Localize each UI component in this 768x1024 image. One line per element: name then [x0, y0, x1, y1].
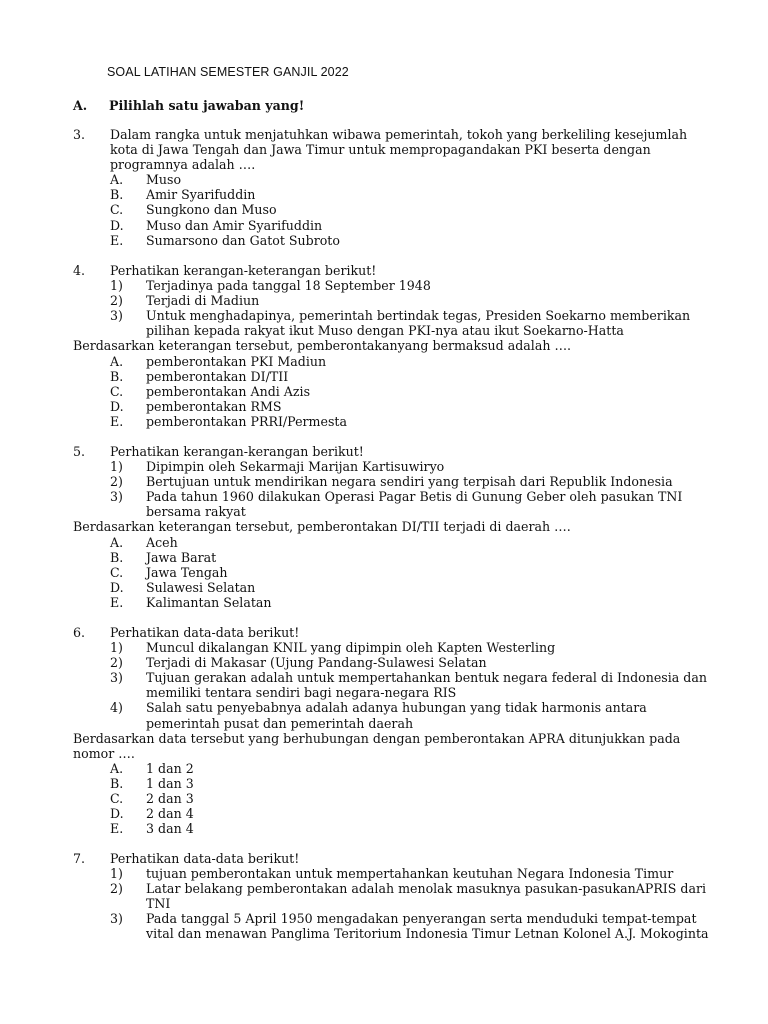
option-text: pemberontakan RMS — [146, 398, 282, 414]
option-text: Aceh — [146, 534, 178, 550]
option-letter: C. — [110, 564, 124, 580]
option-letter: C. — [110, 202, 124, 218]
question-stem-row — [73, 263, 713, 278]
answer-option — [73, 218, 713, 233]
section-number: A. — [73, 98, 88, 113]
option-letter: E. — [110, 594, 124, 610]
question-stem: Perhatikan kerangan-kerangan berikut! — [110, 444, 364, 459]
statement-number: 1) — [110, 459, 123, 475]
statement-item — [73, 308, 713, 338]
option-letter: C. — [110, 791, 124, 807]
question-prompt: Berdasarkan keterangan tersebut, pemberontakan DI/TII terjadi di daerah …. — [73, 519, 571, 535]
answer-option — [73, 761, 713, 776]
statement-item — [73, 670, 713, 700]
option-text: 1 dan 3 — [146, 775, 194, 791]
question-number: 3. — [73, 127, 86, 142]
option-letter: E. — [110, 232, 124, 248]
question-block — [73, 625, 713, 836]
answer-option — [73, 399, 713, 414]
option-text: 3 dan 4 — [146, 821, 194, 837]
question-prompt-row — [36, 338, 713, 353]
statement-text: Terjadinya pada tanggal 18 September 1948 — [146, 278, 431, 294]
statement-number: 1) — [110, 866, 123, 882]
question-number: 4. — [73, 263, 86, 278]
option-text: Sungkono dan Muso — [146, 202, 277, 218]
option-text: pemberontakan Andi Azis — [146, 383, 311, 399]
question-block — [73, 127, 713, 248]
statement-text: Terjadi di Madiun — [146, 293, 260, 309]
answer-option — [73, 821, 713, 836]
statement-text: Tujuan gerakan adalah untuk mempertahankan bentuk negara federal di Indonesia dan memiliki tentara sendiri bagi negara-negara RIS — [146, 670, 707, 701]
option-letter: C. — [110, 383, 124, 399]
option-text: pemberontakan PRRI/Permesta — [146, 413, 347, 429]
option-letter: E. — [110, 821, 124, 837]
option-letter: D. — [110, 217, 124, 233]
option-letter: A. — [110, 172, 124, 188]
option-text: Sumarsono dan Gatot Subroto — [146, 232, 340, 248]
statement-text: Pada tanggal 5 April 1950 mengadakan penyerangan serta menduduki tempat-tempat vital dan menawan Panglima Teritorium Indonesia Timur Letnan Kolonel A.J. Mokoginta — [146, 911, 709, 942]
option-text: Amir Syarifuddin — [146, 187, 256, 203]
option-text: Jawa Tengah — [146, 564, 228, 580]
option-letter: A. — [110, 353, 124, 369]
statement-text: Terjadi di Makasar (Ujung Pandang-Sulawesi Selatan — [146, 655, 487, 671]
statement-item — [73, 655, 713, 670]
statement-number: 1) — [110, 640, 123, 656]
answer-option — [73, 369, 713, 384]
answer-option — [73, 414, 713, 429]
option-letter: A. — [110, 534, 124, 550]
statement-item — [73, 640, 713, 655]
question-stem: Dalam rangka untuk menjatuhkan wibawa pemerintah, tokoh yang berkeliling kesejumlah kota di Jawa Tengah dan Jawa Timur untuk mempropagandakan PKI beserta dengan programnya adalah …. — [110, 127, 688, 173]
statement-number: 2) — [110, 881, 123, 897]
statement-number: 2) — [110, 655, 123, 671]
question-stem: Perhatikan kerangan-keterangan berikut! — [110, 263, 377, 278]
option-letter: B. — [110, 187, 124, 203]
question-block — [73, 851, 713, 942]
option-letter: B. — [110, 775, 124, 791]
option-text: Jawa Barat — [146, 549, 217, 565]
statement-number: 2) — [110, 293, 123, 309]
statement-item — [73, 700, 713, 730]
option-text: Muso — [146, 172, 182, 188]
statement-text: Muncul dikalangan KNIL yang dipimpin oleh Kapten Westerling — [146, 640, 556, 656]
answer-option — [73, 172, 713, 187]
option-letter: D. — [110, 398, 124, 414]
option-text: Sulawesi Selatan — [146, 579, 256, 595]
question-block — [73, 444, 713, 610]
statement-number: 3) — [110, 489, 123, 505]
question-number: 5. — [73, 444, 86, 459]
answer-option — [73, 233, 713, 248]
option-letter: A. — [110, 760, 124, 776]
statement-text: Salah satu penyebabnya adalah adanya hubungan yang tidak harmonis antara pemerintah pusat dan pemerintah daerah — [146, 700, 647, 731]
statement-item — [73, 489, 713, 519]
option-text: Muso dan Amir Syarifuddin — [146, 217, 323, 233]
option-text: 1 dan 2 — [146, 760, 194, 776]
statement-text: tujuan pemberontakan untuk mempertahankan keutuhan Negara Indonesia Timur — [146, 866, 674, 882]
option-letter: E. — [110, 413, 124, 429]
question-prompt-row — [36, 519, 713, 534]
option-letter: D. — [110, 579, 124, 595]
answer-option — [73, 595, 713, 610]
section-title: Pilihlah satu jawaban yang! — [109, 98, 305, 113]
question-number: 6. — [73, 625, 86, 640]
answer-option — [73, 384, 713, 399]
question-prompt-row — [36, 731, 713, 761]
answer-option — [73, 580, 713, 595]
statement-text: Dipimpin oleh Sekarmaji Marijan Kartisuwiryo — [146, 459, 445, 475]
statement-text: Untuk menghadapinya, pemerintah bertindak tegas, Presiden Soekarno memberikan pilihan kepada rakyat ikut Muso dengan PKI-nya atau ikut Soekarno-Hatta — [146, 308, 691, 339]
answer-option — [73, 806, 713, 821]
question-stem-row — [73, 444, 713, 459]
answer-option — [73, 791, 713, 806]
statement-item — [73, 881, 713, 911]
statement-text: Pada tahun 1960 dilakukan Operasi Pagar Betis di Gunung Geber oleh pasukan TNI bersama rakyat — [146, 489, 683, 520]
answer-option — [73, 535, 713, 550]
question-block — [73, 263, 713, 429]
option-text: pemberontakan DI/TII — [146, 368, 289, 384]
statement-text: Bertujuan untuk mendirikan negara sendiri yang terpisah dari Republik Indonesia — [146, 474, 673, 490]
option-text: 2 dan 3 — [146, 791, 194, 807]
question-prompt: Berdasarkan data tersebut yang berhubungan dengan pemberontakan APRA ditunjukkan pada nomor …. — [73, 730, 681, 761]
question-stem-row — [73, 625, 713, 640]
option-text: Kalimantan Selatan — [146, 594, 272, 610]
answer-option — [73, 776, 713, 791]
statement-item — [73, 911, 713, 941]
question-stem: Perhatikan data-data berikut! — [110, 851, 300, 866]
option-text: 2 dan 4 — [146, 806, 194, 822]
statement-number: 3) — [110, 670, 123, 686]
statement-text: Latar belakang pemberontakan adalah menolak masuknya pasukan-pasukanAPRIS dari TNI — [146, 881, 707, 912]
question-stem: Perhatikan data-data berikut! — [110, 625, 300, 640]
document-header: SOAL LATIHAN SEMESTER GANJIL 2022 — [107, 65, 349, 79]
statement-item — [73, 459, 713, 474]
statement-item — [73, 278, 713, 293]
answer-option — [73, 202, 713, 217]
statement-item — [73, 293, 713, 308]
question-stem-row — [73, 851, 713, 866]
answer-option — [73, 354, 713, 369]
question-number: 7. — [73, 851, 86, 866]
question-prompt: Berdasarkan keterangan tersebut, pemberontakanyang bermaksud adalah …. — [73, 338, 572, 354]
answer-option — [73, 187, 713, 202]
option-letter: B. — [110, 549, 124, 565]
option-letter: D. — [110, 806, 124, 822]
statement-number: 2) — [110, 474, 123, 490]
option-letter: B. — [110, 368, 124, 384]
option-text: pemberontakan PKI Madiun — [146, 353, 327, 369]
statement-item — [73, 866, 713, 881]
answer-option — [73, 550, 713, 565]
answer-option — [73, 565, 713, 580]
statement-item — [73, 474, 713, 489]
statement-number: 1) — [110, 278, 123, 294]
statement-number: 3) — [110, 911, 123, 927]
question-stem-row — [73, 127, 713, 172]
statement-number: 3) — [110, 308, 123, 324]
statement-number: 4) — [110, 700, 123, 716]
